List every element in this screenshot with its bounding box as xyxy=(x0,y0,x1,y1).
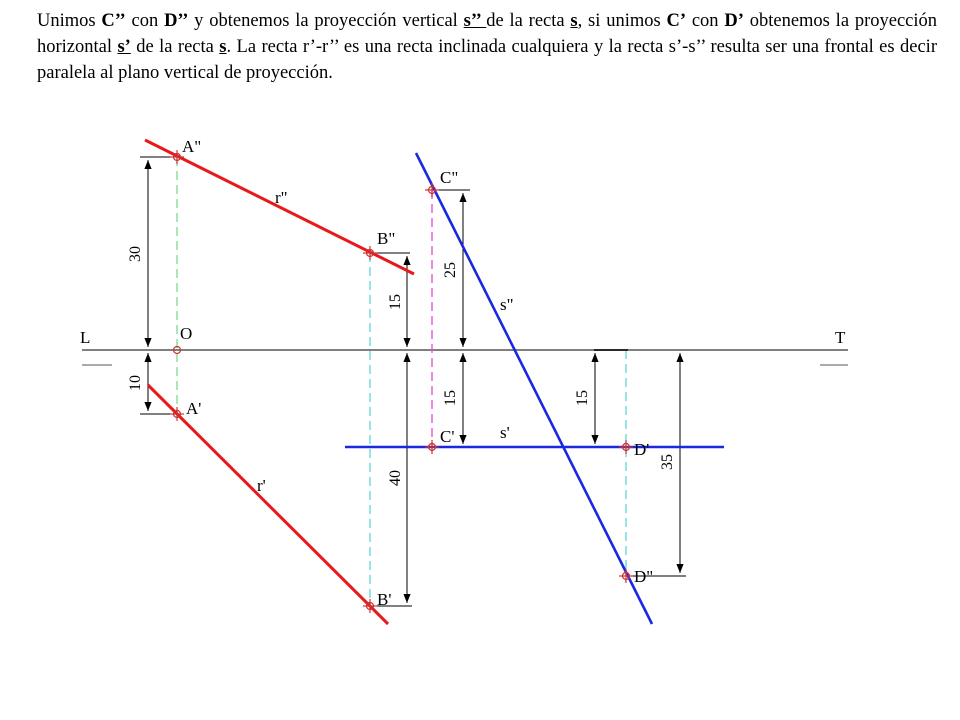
label-o: O xyxy=(180,324,193,343)
caption-s1: s’ xyxy=(117,37,131,57)
caption-s: s xyxy=(570,11,578,31)
caption-s2: s’’ xyxy=(463,11,487,31)
caption-d1: D’ xyxy=(724,11,744,31)
line-s-vertical-projection xyxy=(416,153,652,624)
label-b2: B" xyxy=(377,229,396,248)
label-l: L xyxy=(80,328,91,347)
label-r2: r" xyxy=(275,188,288,207)
line-r-horizontal-projection xyxy=(148,385,388,624)
dim-value-40: 40 xyxy=(387,470,404,486)
point-d1-marker xyxy=(619,440,633,454)
label-c1: C' xyxy=(440,427,455,446)
caption-d2: D’’ xyxy=(164,11,189,31)
label-s2: s" xyxy=(500,295,514,314)
caption-c2: C’’ xyxy=(101,11,126,31)
point-c1-marker xyxy=(425,440,439,454)
label-a1: A' xyxy=(186,399,202,418)
label-b1: B' xyxy=(377,590,392,609)
dim-value-25: 25 xyxy=(442,262,459,278)
caption-text: Unimos C’’ con D’’ y obtenemos la proyección vertical s’’ de la recta s, si unimos C’ con D’ obtenemos la proyección horizontal s’ de la recta s. La recta r’-r’’ es una recta inclinada cualquiera y la recta s’-s’’ resulta ser una frontal es decir paralela al plano vertical de proyección. xyxy=(37,11,938,83)
caption-c1: C’ xyxy=(666,11,687,31)
dim-value-15-b: 15 xyxy=(387,294,404,310)
label-s1: s' xyxy=(500,423,510,442)
dim-value-10: 10 xyxy=(127,375,144,391)
caption-s-b: s xyxy=(219,37,227,57)
label-d1: D' xyxy=(634,440,650,459)
label-r1: r' xyxy=(257,476,266,495)
dim-value-15-c: 15 xyxy=(442,390,459,406)
label-t: T xyxy=(835,328,846,347)
dim-value-35: 35 xyxy=(659,454,676,470)
label-d2: D" xyxy=(634,567,654,586)
dim-value-15-d: 15 xyxy=(574,390,591,406)
label-a2: A" xyxy=(182,137,202,156)
label-c2: C" xyxy=(440,168,459,187)
dim-value-30: 30 xyxy=(127,246,144,262)
